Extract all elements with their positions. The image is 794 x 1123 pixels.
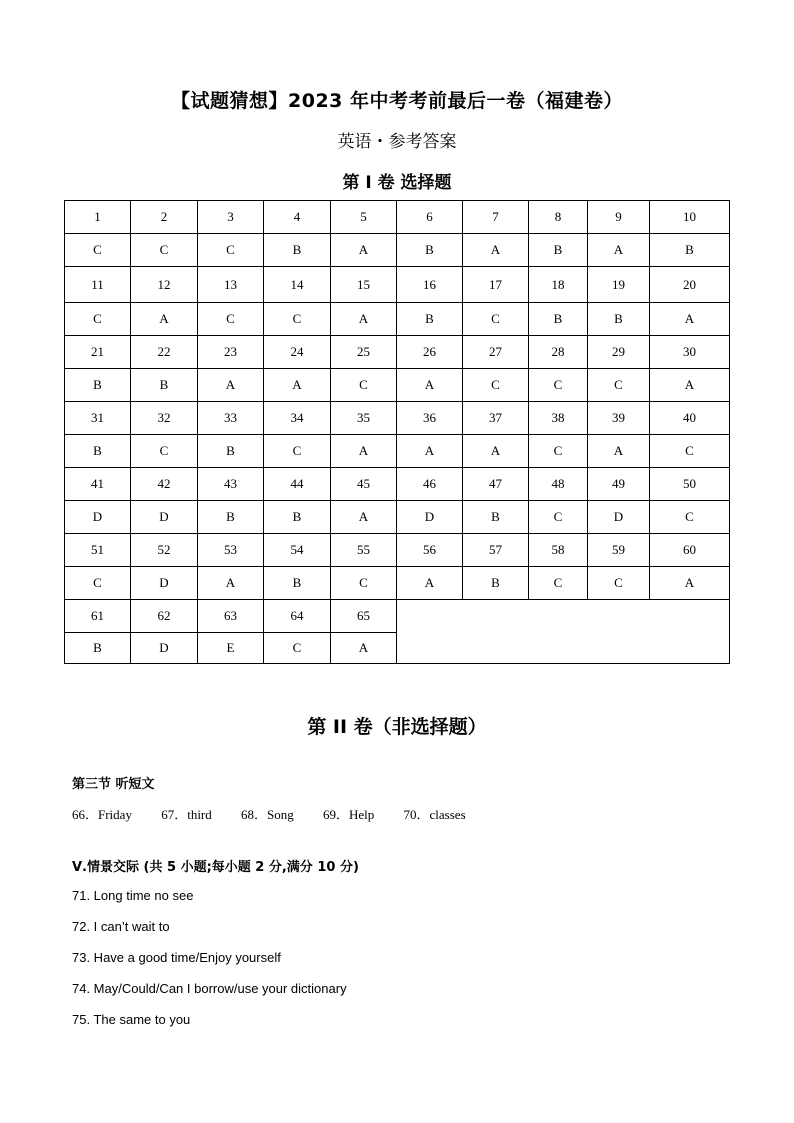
question-number-cell: 38 (529, 402, 588, 435)
answer-row (65, 303, 730, 336)
answer-cell: C (264, 303, 331, 336)
answer-cell: A (331, 633, 397, 664)
answer-cell: B (65, 633, 131, 664)
question-number-cell: 2 (131, 201, 198, 234)
question-number-cell: 10 (650, 201, 730, 234)
question-number-cell: 25 (331, 336, 397, 369)
answer-table (64, 200, 730, 664)
answer-cell: D (65, 501, 131, 534)
answer-cell: A (397, 567, 463, 600)
answer-cell: A (131, 303, 198, 336)
question-number-cell: 58 (529, 534, 588, 567)
answer-cell: E (198, 633, 264, 664)
dialogue-answer: 71. Long time no see (72, 888, 194, 903)
answer-cell: A (588, 234, 650, 267)
question-number-cell: 3 (198, 201, 264, 234)
question-number-cell: 39 (588, 402, 650, 435)
answer-cell: B (650, 234, 730, 267)
question-number-cell: 18 (529, 267, 588, 303)
question-number-cell: 5 (331, 201, 397, 234)
question-number-cell: 6 (397, 201, 463, 234)
answer-cell: C (264, 435, 331, 468)
question-number-cell: 30 (650, 336, 730, 369)
question-number-cell: 64 (264, 600, 331, 633)
answer-cell: B (264, 234, 331, 267)
question-number-cell: 56 (397, 534, 463, 567)
answer-cell: D (397, 501, 463, 534)
answer-cell: A (397, 435, 463, 468)
answer-cell: D (131, 567, 198, 600)
answer-cell: C (588, 567, 650, 600)
answer-cell: B (588, 303, 650, 336)
answer-cell: A (264, 369, 331, 402)
question-number-cell: 53 (198, 534, 264, 567)
question-number-row (65, 402, 730, 435)
question-number-cell: 12 (131, 267, 198, 303)
question-number-cell: 40 (650, 402, 730, 435)
question-number-cell: 65 (331, 600, 397, 633)
question-number-cell: 63 (198, 600, 264, 633)
question-number-row (65, 201, 730, 234)
listening-answers (72, 804, 492, 823)
question-number-cell: 43 (198, 468, 264, 501)
dialogue-answer: 74. May/Could/Can I borrow/use your dictionary (72, 981, 347, 996)
question-number-cell: 48 (529, 468, 588, 501)
question-number-cell: 11 (65, 267, 131, 303)
answer-cell: C (198, 234, 264, 267)
question-number-cell: 16 (397, 267, 463, 303)
answer-cell: B (463, 567, 529, 600)
question-number-cell: 50 (650, 468, 730, 501)
question-number-cell: 31 (65, 402, 131, 435)
question-number-cell: 35 (331, 402, 397, 435)
question-number-cell: 34 (264, 402, 331, 435)
question-number-cell: 29 (588, 336, 650, 369)
answer-cell: C (588, 369, 650, 402)
answer-cell: A (198, 369, 264, 402)
listening-answer: 70．classes (403, 807, 466, 822)
question-number-cell: 57 (463, 534, 529, 567)
answer-cell: A (331, 501, 397, 534)
answer-cell: C (650, 435, 730, 468)
answer-cell: B (529, 303, 588, 336)
question-number-cell: 14 (264, 267, 331, 303)
section-1-heading: 第 I 卷 选择题 (342, 173, 452, 193)
answer-cell: A (650, 567, 730, 600)
section-2-heading: 第 II 卷（非选择题） (307, 716, 487, 738)
question-number-cell: 21 (65, 336, 131, 369)
question-number-cell: 9 (588, 201, 650, 234)
question-number-cell: 13 (198, 267, 264, 303)
question-number-cell: 1 (65, 201, 131, 234)
answer-cell: C (529, 369, 588, 402)
question-number-cell: 62 (131, 600, 198, 633)
answer-cell: A (650, 369, 730, 402)
question-number-cell: 44 (264, 468, 331, 501)
answer-cell: B (529, 234, 588, 267)
question-number-cell: 49 (588, 468, 650, 501)
question-number-cell: 15 (331, 267, 397, 303)
listening-answer: 69．Help (323, 807, 375, 822)
answer-cell: A (463, 435, 529, 468)
answer-row (65, 435, 730, 468)
question-number-row (65, 267, 730, 303)
question-number-cell: 22 (131, 336, 198, 369)
answer-cell: C (331, 567, 397, 600)
question-number-cell: 8 (529, 201, 588, 234)
question-number-row (65, 468, 730, 501)
question-number-cell: 45 (331, 468, 397, 501)
dialogue-heading: Ⅴ.情景交际 (共 5 小题;每小题 2 分,满分 10 分) (72, 860, 359, 875)
answer-cell: C (264, 633, 331, 664)
answer-cell: C (65, 303, 131, 336)
answer-cell: B (463, 501, 529, 534)
question-number-cell: 20 (650, 267, 730, 303)
answer-cell: B (397, 303, 463, 336)
question-number-cell: 55 (331, 534, 397, 567)
question-number-row (65, 600, 730, 633)
listening-answer: 68．Song (241, 807, 294, 822)
dialogue-answer: 73. Have a good time/Enjoy yourself (72, 950, 281, 965)
answer-row (65, 369, 730, 402)
question-number-cell: 19 (588, 267, 650, 303)
answer-cell: A (331, 234, 397, 267)
question-number-cell: 17 (463, 267, 529, 303)
answer-cell: C (463, 369, 529, 402)
answer-cell: B (264, 501, 331, 534)
answer-cell: C (65, 567, 131, 600)
answer-row (65, 567, 730, 600)
answer-cell: C (529, 501, 588, 534)
answer-cell: B (264, 567, 331, 600)
answer-cell: C (131, 435, 198, 468)
answer-cell: A (331, 435, 397, 468)
question-number-cell: 60 (650, 534, 730, 567)
question-number-cell: 26 (397, 336, 463, 369)
answer-cell: D (131, 501, 198, 534)
question-number-cell: 23 (198, 336, 264, 369)
answer-cell: C (331, 369, 397, 402)
question-number-cell: 36 (397, 402, 463, 435)
answer-cell: B (198, 435, 264, 468)
question-number-cell: 46 (397, 468, 463, 501)
question-number-cell: 28 (529, 336, 588, 369)
answer-cell: B (65, 369, 131, 402)
question-number-cell: 33 (198, 402, 264, 435)
answer-row (65, 501, 730, 534)
question-number-cell: 61 (65, 600, 131, 633)
answer-cell: C (198, 303, 264, 336)
answer-cell: B (131, 369, 198, 402)
answer-row (65, 234, 730, 267)
question-number-cell: 7 (463, 201, 529, 234)
answer-cell: C (529, 435, 588, 468)
empty-cell (397, 600, 730, 664)
answer-cell: B (198, 501, 264, 534)
page-title: 【试题猜想】2023 年中考考前最后一卷（福建卷） (171, 90, 623, 112)
answer-cell: B (397, 234, 463, 267)
answer-cell: C (529, 567, 588, 600)
dialogue-answer: 75. The same to you (72, 1012, 191, 1027)
question-number-cell: 41 (65, 468, 131, 501)
question-number-cell: 51 (65, 534, 131, 567)
answer-cell: B (65, 435, 131, 468)
answer-cell: A (331, 303, 397, 336)
answer-cell: C (650, 501, 730, 534)
listening-answer: 67．third (161, 807, 212, 822)
listening-heading: 第三节 听短文 (72, 777, 155, 792)
question-number-cell: 54 (264, 534, 331, 567)
question-number-row (65, 534, 730, 567)
question-number-cell: 24 (264, 336, 331, 369)
question-number-cell: 37 (463, 402, 529, 435)
answer-cell: C (131, 234, 198, 267)
answer-cell: A (463, 234, 529, 267)
question-number-cell: 42 (131, 468, 198, 501)
question-number-cell: 52 (131, 534, 198, 567)
answer-cell: A (650, 303, 730, 336)
dialogue-answer: 72. I can’t wait to (72, 919, 170, 934)
answer-cell: A (198, 567, 264, 600)
question-number-cell: 32 (131, 402, 198, 435)
answer-cell: D (588, 501, 650, 534)
answer-cell: A (588, 435, 650, 468)
listening-answer: 66．Friday (72, 807, 132, 822)
question-number-cell: 4 (264, 201, 331, 234)
answer-cell: D (131, 633, 198, 664)
answer-cell: A (397, 369, 463, 402)
question-number-row (65, 336, 730, 369)
answer-cell: C (65, 234, 131, 267)
question-number-cell: 59 (588, 534, 650, 567)
answer-cell: C (463, 303, 529, 336)
question-number-cell: 27 (463, 336, 529, 369)
page-subtitle: 英语・参考答案 (337, 132, 457, 152)
question-number-cell: 47 (463, 468, 529, 501)
